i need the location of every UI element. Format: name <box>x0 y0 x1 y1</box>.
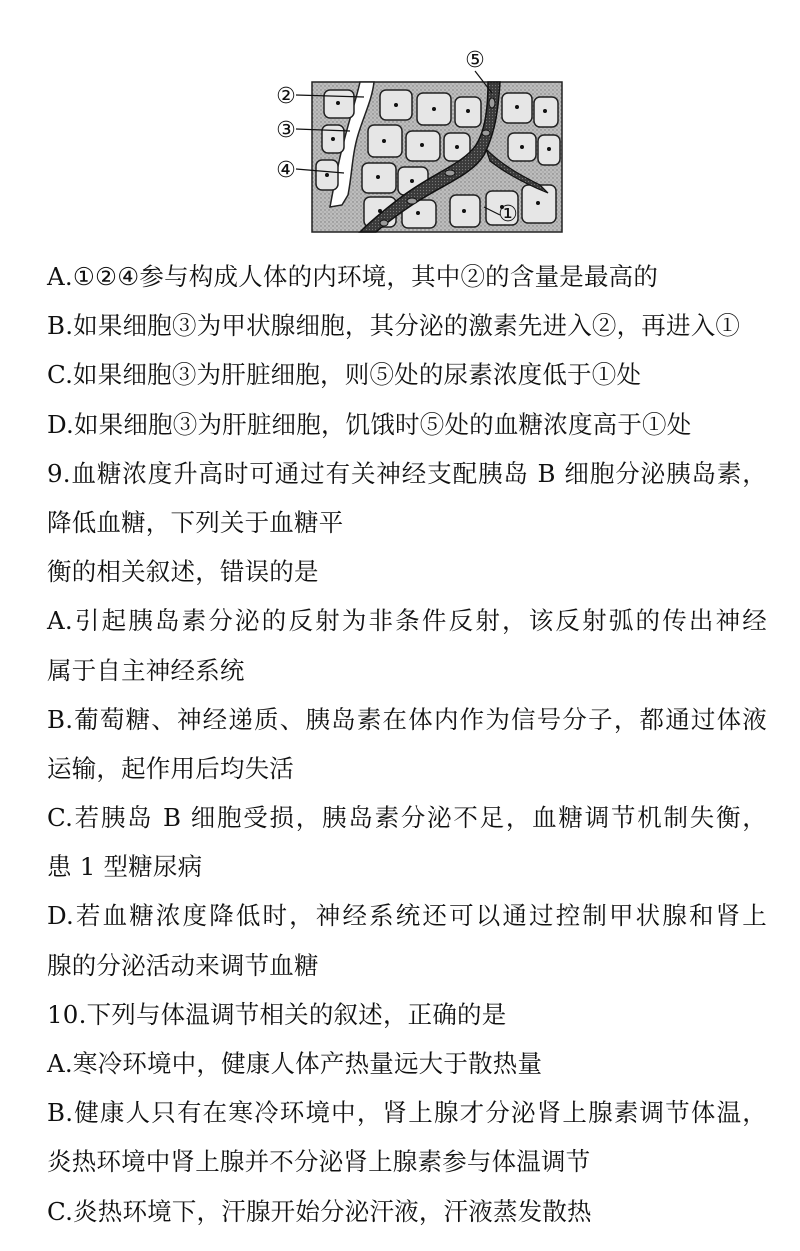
q9-option-c-line1: C.若胰岛 B 细胞受损，胰岛素分泌不足，血糖调节机制失衡， <box>47 803 767 833</box>
q9-option-d-line2: 腺的分泌活动来调节血糖 <box>47 950 319 980</box>
q8-option-b: B.如果细胞③为甲状腺细胞，其分泌的激素先进入②，再进入① <box>47 311 741 341</box>
q9-stem-line3: 衡的相关叙述，错误的是 <box>47 557 319 587</box>
marker-2: ② <box>276 84 296 109</box>
q8-option-d: D.如果细胞③为肝脏细胞，饥饿时⑤处的血糖浓度高于①处 <box>47 409 692 439</box>
q9-option-a-line1: A.引起胰岛素分泌的反射为非条件反射，该反射弧的传出神经 <box>47 606 767 636</box>
q10-option-a: A.寒冷环境中，健康人体产热量远大于散热量 <box>47 1049 543 1078</box>
q8-option-c: C.如果细胞③为肝脏细胞，则⑤处的尿素浓度低于①处 <box>47 360 642 390</box>
marker-3: ③ <box>276 118 296 143</box>
q10-option-b-line2: 炎热环境中肾上腺并不分泌肾上腺素参与体温调节 <box>47 1147 591 1177</box>
q10-option-c: C.炎热环境下，汗腺开始分泌汗液，汗液蒸发散热 <box>47 1196 592 1226</box>
q9-stem-line1: 9.血糖浓度升高时可通过有关神经支配胰岛 B 细胞分泌胰岛素， <box>47 458 767 488</box>
marker-5: ⑤ <box>465 48 485 73</box>
q9-option-a-line2: 属于自主神经系统 <box>47 655 245 685</box>
q9-option-d-line1: D.若血糖浓度降低时，神经系统还可以通过控制甲状腺和肾上 <box>47 901 767 931</box>
q10-stem: 10.下列与体温调节相关的叙述，正确的是 <box>47 999 507 1029</box>
q9-option-b-line1: B.葡萄糖、神经递质、胰岛素在体内作为信号分子，都通过体液 <box>47 704 767 734</box>
tissue-diagram <box>272 45 572 240</box>
question-text <box>47 252 767 1236</box>
q9-stem-line2: 降低血糖，下列关于血糖平 <box>47 507 344 537</box>
q9-option-c-line2: 患 1 型糖尿病 <box>47 852 203 882</box>
marker-1: ① <box>498 202 518 227</box>
q10-option-b-line1: B.健康人只有在寒冷环境中，肾上腺才分泌肾上腺素调节体温， <box>47 1098 767 1128</box>
q8-option-a: A.①②④参与构成人体的内环境，其中②的含量是最高的 <box>47 262 659 291</box>
q9-option-b-line2: 运输，起作用后均失活 <box>47 753 294 783</box>
marker-4: ④ <box>276 158 296 183</box>
